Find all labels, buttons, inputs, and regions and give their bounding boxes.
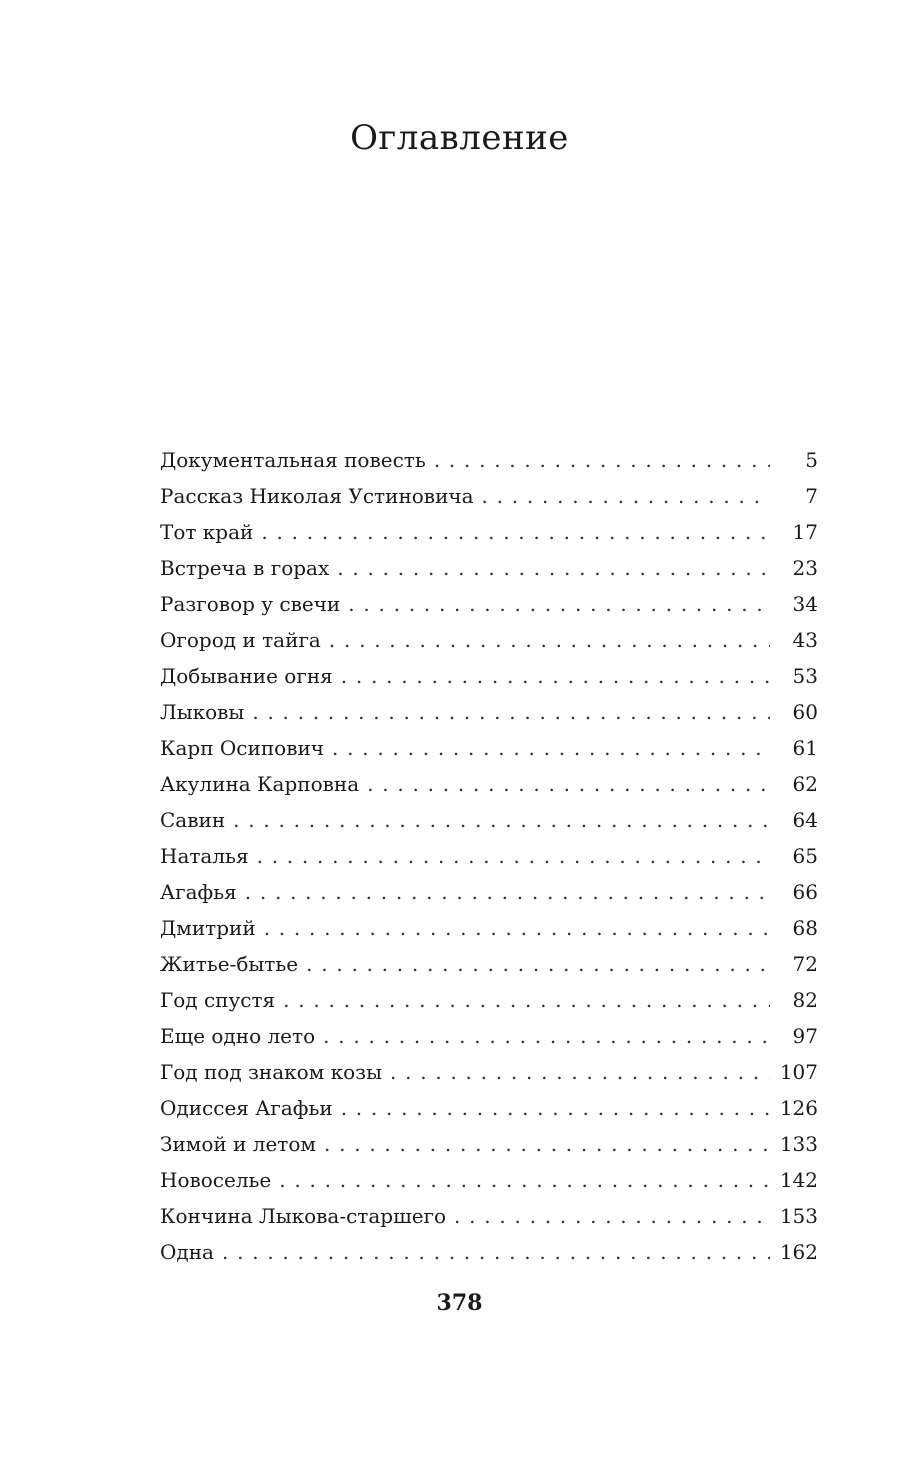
dot-leader (332, 736, 770, 760)
toc-entry-title: Встреча в горах (160, 556, 330, 580)
toc-entry-page: 23 (792, 556, 818, 580)
toc-entry-title: Кончина Лыкова-старшего (160, 1204, 447, 1228)
toc-entry-page: 34 (792, 592, 818, 616)
toc-entry-page: 142 (779, 1168, 818, 1192)
toc-entry-title: Тот край (160, 520, 254, 544)
toc-entry[interactable] (160, 730, 818, 766)
toc-entry[interactable] (160, 838, 818, 874)
toc-entry-title: Одиссея Агафьи (160, 1096, 333, 1120)
toc-entry-page: 62 (792, 772, 818, 796)
toc-entry-title: Карп Осипович (160, 736, 325, 760)
toc-entry[interactable] (160, 1162, 818, 1198)
toc-entry-page: 17 (792, 520, 818, 544)
toc-entry-title: Новоселье (160, 1168, 272, 1192)
dot-leader (434, 448, 770, 472)
toc-entry-page: 107 (779, 1060, 818, 1084)
dot-leader (348, 592, 770, 616)
toc-entry-title: Савин (160, 808, 226, 832)
dot-leader (390, 1060, 770, 1084)
toc-entry[interactable] (160, 1198, 818, 1234)
dot-leader (222, 1240, 770, 1264)
toc-entry-title: Наталья (160, 844, 249, 868)
toc-entry-page: 61 (792, 736, 818, 760)
toc-entry-title: Лыковы (160, 700, 245, 724)
toc-entry-title: Год под знаком козы (160, 1060, 382, 1084)
toc-entry-page: 162 (779, 1240, 818, 1264)
toc-entry-title: Рассказ Николая Устиновича (160, 484, 474, 508)
toc-entry[interactable] (160, 478, 818, 514)
dot-leader (245, 880, 770, 904)
dot-leader (324, 1132, 770, 1156)
toc-entry-title: Агафья (160, 880, 237, 904)
toc-entry-page: 126 (779, 1096, 818, 1120)
toc-entry-page: 97 (792, 1024, 818, 1048)
toc-entry-title: Добывание огня (160, 664, 333, 688)
toc-entry[interactable] (160, 658, 818, 694)
dot-leader (341, 1096, 770, 1120)
toc-entry[interactable] (160, 514, 818, 550)
dot-leader (283, 988, 770, 1012)
dot-leader (233, 808, 770, 832)
toc-entry-page: 43 (792, 628, 818, 652)
toc-entry-page: 7 (805, 484, 818, 508)
toc-entry[interactable] (160, 1126, 818, 1162)
dot-leader (337, 556, 770, 580)
toc-entry-page: 64 (792, 808, 818, 832)
dot-leader (279, 1168, 770, 1192)
toc-entry-page: 133 (779, 1132, 818, 1156)
dot-leader (482, 484, 770, 508)
toc-entry-page: 66 (792, 880, 818, 904)
dot-leader (341, 664, 770, 688)
toc-entry[interactable] (160, 694, 818, 730)
toc-entry-page: 72 (792, 952, 818, 976)
table-of-contents (160, 442, 818, 1270)
dot-leader (329, 628, 770, 652)
toc-entry-title: Житье-бытье (160, 952, 299, 976)
dot-leader (257, 844, 770, 868)
toc-entry-page: 65 (792, 844, 818, 868)
toc-entry-page: 68 (792, 916, 818, 940)
dot-leader (323, 1024, 770, 1048)
page-title: Оглавление (350, 118, 569, 158)
toc-entry-page: 5 (805, 448, 818, 472)
toc-entry-page: 60 (792, 700, 818, 724)
toc-entry-title: Зимой и летом (160, 1132, 316, 1156)
toc-entry[interactable] (160, 622, 818, 658)
page-number: 378 (436, 1290, 483, 1316)
toc-entry-title: Документальная повесть (160, 448, 426, 472)
toc-entry[interactable] (160, 1018, 818, 1054)
toc-entry[interactable] (160, 802, 818, 838)
dot-leader (252, 700, 770, 724)
dot-leader (367, 772, 770, 796)
toc-entry-title: Огород и тайга (160, 628, 321, 652)
toc-entry[interactable] (160, 550, 818, 586)
toc-entry[interactable] (160, 910, 818, 946)
toc-entry[interactable] (160, 1054, 818, 1090)
toc-entry-page: 53 (792, 664, 818, 688)
toc-entry[interactable] (160, 1090, 818, 1126)
toc-entry-title: Акулина Карповна (160, 772, 360, 796)
toc-entry[interactable] (160, 766, 818, 802)
toc-entry[interactable] (160, 946, 818, 982)
toc-entry-title: Дмитрий (160, 916, 256, 940)
toc-entry-title: Еще одно лето (160, 1024, 316, 1048)
toc-entry-page: 82 (792, 988, 818, 1012)
dot-leader (454, 1204, 770, 1228)
toc-entry-title: Год спустя (160, 988, 276, 1012)
toc-entry-title: Одна (160, 1240, 214, 1264)
dot-leader (261, 520, 770, 544)
toc-entry[interactable] (160, 586, 818, 622)
toc-entry-page: 153 (779, 1204, 818, 1228)
toc-entry[interactable] (160, 982, 818, 1018)
toc-entry[interactable] (160, 442, 818, 478)
toc-entry[interactable] (160, 874, 818, 910)
toc-entry[interactable] (160, 1234, 818, 1270)
dot-leader (264, 916, 770, 940)
dot-leader (306, 952, 770, 976)
toc-entry-title: Разговор у свечи (160, 592, 341, 616)
